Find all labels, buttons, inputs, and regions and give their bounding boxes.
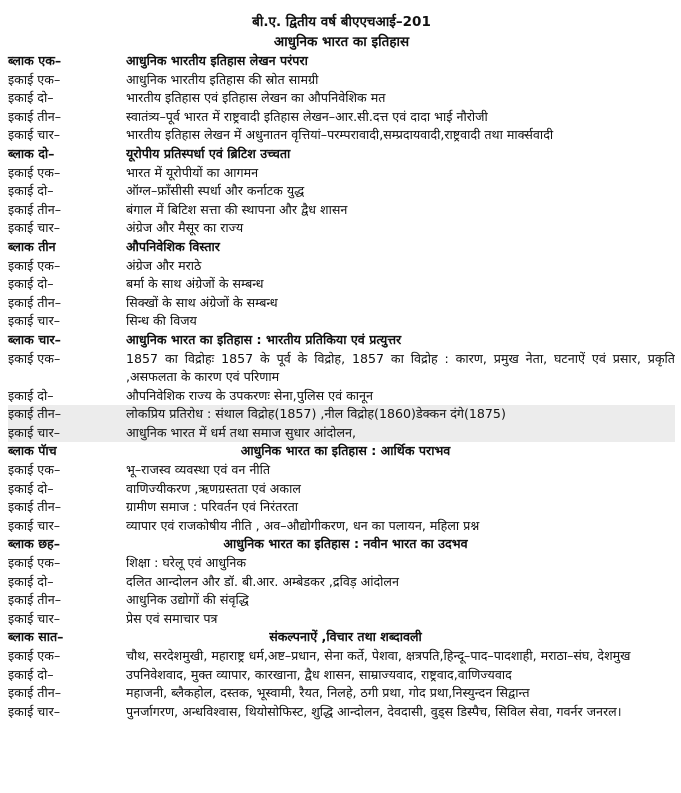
unit-title: ग्रामीण समाज : परिवर्तन एवं निरंतरता xyxy=(126,499,299,515)
unit-row xyxy=(8,498,675,517)
unit-title: भारत में यूरोपीयों का आगमन xyxy=(126,164,259,180)
unit-row xyxy=(8,684,675,703)
unit-label: इकाई एक– xyxy=(8,71,61,87)
unit-title: शिक्षा : घरेलू एवं आधुनिक xyxy=(126,555,247,571)
unit-label: इकाई चार– xyxy=(8,703,61,719)
unit-title: अंग्रेज और मराठे xyxy=(126,257,202,273)
block-title: औपनिवेशिक विस्तार xyxy=(126,238,220,254)
unit-row xyxy=(8,350,675,387)
unit-label: इकाई तीन– xyxy=(8,201,62,217)
block-label: ब्लाक दो– xyxy=(8,145,55,161)
unit-label: इकाई चार– xyxy=(8,610,61,626)
unit-label: इकाई चार– xyxy=(8,127,61,143)
block-title: संकल्पनाऐं ,विचार तथा शब्दावली xyxy=(269,629,422,645)
unit-title: व्यापार एवं राजकोषीय नीति , अव–औद्योगीकरण, धन का पलायन, महिला प्रश्न xyxy=(126,517,480,533)
unit-label: इकाई दो– xyxy=(8,666,54,682)
unit-label: इकाई तीन– xyxy=(8,592,62,608)
unit-label: इकाई एक– xyxy=(8,648,61,663)
course-title: बी.ए. द्वितीय वर्ष बीएएचआई–201 xyxy=(252,14,431,30)
unit-title: बर्मा के साथ अंग्रेजों के सम्बन्ध xyxy=(126,276,264,292)
unit-title: पुनर्जागरण, अन्धविश्वास, थियोसोफिस्ट, शुद्धि आन्दोलन, देवदासी, वुड्स डिस्पैच, सिविल सेवा, गवर्नर जनरल। xyxy=(126,703,622,719)
block-heading-row xyxy=(8,52,675,71)
block-title: आधुनिक भारत का इतिहास : नवीन भारत का उदभव xyxy=(223,536,468,552)
unit-title: वाणिज्यीकरण ,ऋणग्रस्तता एवं अकाल xyxy=(126,480,301,496)
unit-label: इकाई तीन– xyxy=(8,685,62,701)
unit-label: इकाई चार– xyxy=(8,313,61,329)
block-heading-row xyxy=(8,331,675,350)
unit-row xyxy=(8,257,675,276)
unit-title: सिन्ध की विजय xyxy=(126,313,197,329)
block-heading-row xyxy=(8,145,675,164)
unit-row xyxy=(8,554,675,573)
unit-title: ऑग्ल–फ्राँसीसी स्पर्धा और कर्नाटक युद्ध xyxy=(126,183,305,199)
unit-row xyxy=(8,610,675,629)
unit-title: बंगाल में बिटिश सत्ता की स्थापना और द्वैध शासन xyxy=(126,201,348,217)
unit-title: 1857 का विद्रोहः 1857 के पूर्व के विद्रोह, 1857 का विद्रोह : कारण, प्रमुख नेता, घटनाऐं एवं प्रसार, प्रकृति ,असफलता के कारण एवं परिणाम xyxy=(126,350,675,385)
block-title: यूरोपीय प्रतिस्पर्धा एवं ब्रिटिश उच्चता xyxy=(126,145,291,161)
unit-label: इकाई चार– xyxy=(8,220,61,236)
unit-row xyxy=(8,387,675,406)
unit-label: इकाई तीन– xyxy=(8,294,62,310)
unit-label: इकाई एक– xyxy=(8,164,61,180)
unit-row xyxy=(8,294,675,313)
unit-row xyxy=(8,591,675,610)
block-label: ब्लाक चार– xyxy=(8,331,61,347)
unit-label: इकाई चार– xyxy=(8,517,61,533)
unit-title: आधुनिक भारतीय इतिहास की स्रोत सामग्री xyxy=(126,71,319,87)
unit-label: इकाई दो– xyxy=(8,90,54,106)
block-heading-row xyxy=(8,238,675,257)
unit-title: महाजनी, ब्लैकहोल, दस्तक, भूस्वामी, रैयत, निलहे, ठगी प्रथा, गोद प्रथा,निस्युन्दन सिद्वान्त xyxy=(126,685,530,701)
unit-label: इकाई एक– xyxy=(8,462,61,478)
block-heading-row xyxy=(8,628,675,647)
unit-title: औपनिवेशिक राज्य के उपकरणः सेना,पुलिस एवं कानून xyxy=(126,387,374,403)
unit-label: इकाई दो– xyxy=(8,573,54,589)
unit-label: इकाई तीन– xyxy=(8,108,62,124)
unit-label: इकाई एक– xyxy=(8,257,61,273)
unit-row xyxy=(8,461,675,480)
block-title: आधुनिक भारतीय इतिहास लेखन परंपरा xyxy=(126,53,308,68)
unit-title: चौथ, सरदेशमुखी, महाराष्ट्र धर्म,अष्ट–प्रधान, सेना कर्ते, पेशवा, क्षत्रपति,हिन्दू–पाद–पादशाही, मराठा–संघ, देशमुख xyxy=(126,648,631,663)
unit-row xyxy=(8,89,675,108)
unit-title: अंग्रेज और मैसूर का राज्य xyxy=(126,220,244,236)
block-label: ब्लाक पॅाच xyxy=(8,443,57,459)
unit-label: इकाई दो– xyxy=(8,183,54,199)
unit-row xyxy=(8,480,675,499)
unit-label: इकाई चार– xyxy=(8,424,61,440)
unit-label: इकाई तीन– xyxy=(8,406,62,422)
block-label: ब्लाक एक– xyxy=(8,53,62,68)
unit-title: भारतीय इतिहास एवं इतिहास लेखन का औपनिवेशिक मत xyxy=(126,90,386,106)
unit-row xyxy=(8,424,675,443)
unit-row xyxy=(8,405,675,424)
unit-label: इकाई दो– xyxy=(8,276,54,292)
unit-row xyxy=(8,312,675,331)
block-label: ब्लाक सात– xyxy=(8,629,64,645)
unit-row xyxy=(8,517,675,536)
unit-title: स्वातंत्र्य–पूर्व भारत में राष्ट्रवादी इतिहास लेखन–आर.सी.दत्त एवं दादा भाई नौरोजी xyxy=(126,108,488,124)
unit-label: इकाई एक– xyxy=(8,350,61,366)
block-heading-row xyxy=(8,442,675,461)
unit-row xyxy=(8,108,675,127)
block-title: आधुनिक भारत का इतिहास : भारतीय प्रतिकिया एवं प्रत्युत्तर xyxy=(126,331,402,347)
unit-row xyxy=(8,275,675,294)
unit-row xyxy=(8,219,675,238)
subject-title: आधुनिक भारत का इतिहास xyxy=(273,34,410,50)
syllabus-document xyxy=(0,12,681,793)
unit-title: भारतीय इतिहास लेखन में अधुनातन वृत्तियां–परम्परावादी,सम्प्रदायवादी,राष्ट्रवादी तथा मार्क्सवादी xyxy=(126,127,554,143)
unit-title: सिक्खों के साथ अंग्रेजों के सम्बन्ध xyxy=(126,294,278,310)
unit-title: उपनिवेशवाद, मुक्त व्यापार, कारखाना, द्वैध शासन, साम्राज्यवाद, राष्ट्रवाद,वाणिज्यवाद xyxy=(126,666,512,682)
unit-row xyxy=(8,201,675,220)
unit-row xyxy=(8,182,675,201)
syllabus-list xyxy=(8,52,675,721)
unit-label: इकाई तीन– xyxy=(8,499,62,515)
unit-label: इकाई दो– xyxy=(8,480,54,496)
unit-row xyxy=(8,703,675,722)
block-title: आधुनिक भारत का इतिहास : आर्थिक पराभव xyxy=(240,443,451,459)
unit-label: इकाई एक– xyxy=(8,555,61,571)
unit-title: भू–राजस्व व्यवस्था एवं वन नीति xyxy=(126,462,271,478)
unit-title: लोकप्रिय प्रतिरोध : संथाल विद्रोह(1857) ,नील विद्रोह(1860)डेक्कन दंगे(1875) xyxy=(126,406,506,422)
block-label: ब्लाक तीन xyxy=(8,238,56,254)
unit-row xyxy=(8,573,675,592)
block-label: ब्लाक छह– xyxy=(8,536,61,552)
block-heading-row xyxy=(8,535,675,554)
unit-title: आधुनिक भारत में धर्म तथा समाज सुधार आंदोलन, xyxy=(126,424,356,440)
unit-label: इकाई दो– xyxy=(8,387,54,403)
unit-row xyxy=(8,71,675,90)
unit-row xyxy=(8,666,675,685)
unit-row xyxy=(8,164,675,183)
unit-title: प्रेस एवं समाचार पत्र xyxy=(126,610,218,626)
unit-title: आधुनिक उद्योगों की संवृद्धि xyxy=(126,592,249,608)
unit-row xyxy=(8,126,675,145)
unit-title: दलित आन्दोलन और डॉ. बी.आर. अम्बेडकर ,द्रविड़ आंदोलन xyxy=(126,573,399,589)
unit-row xyxy=(8,647,675,666)
